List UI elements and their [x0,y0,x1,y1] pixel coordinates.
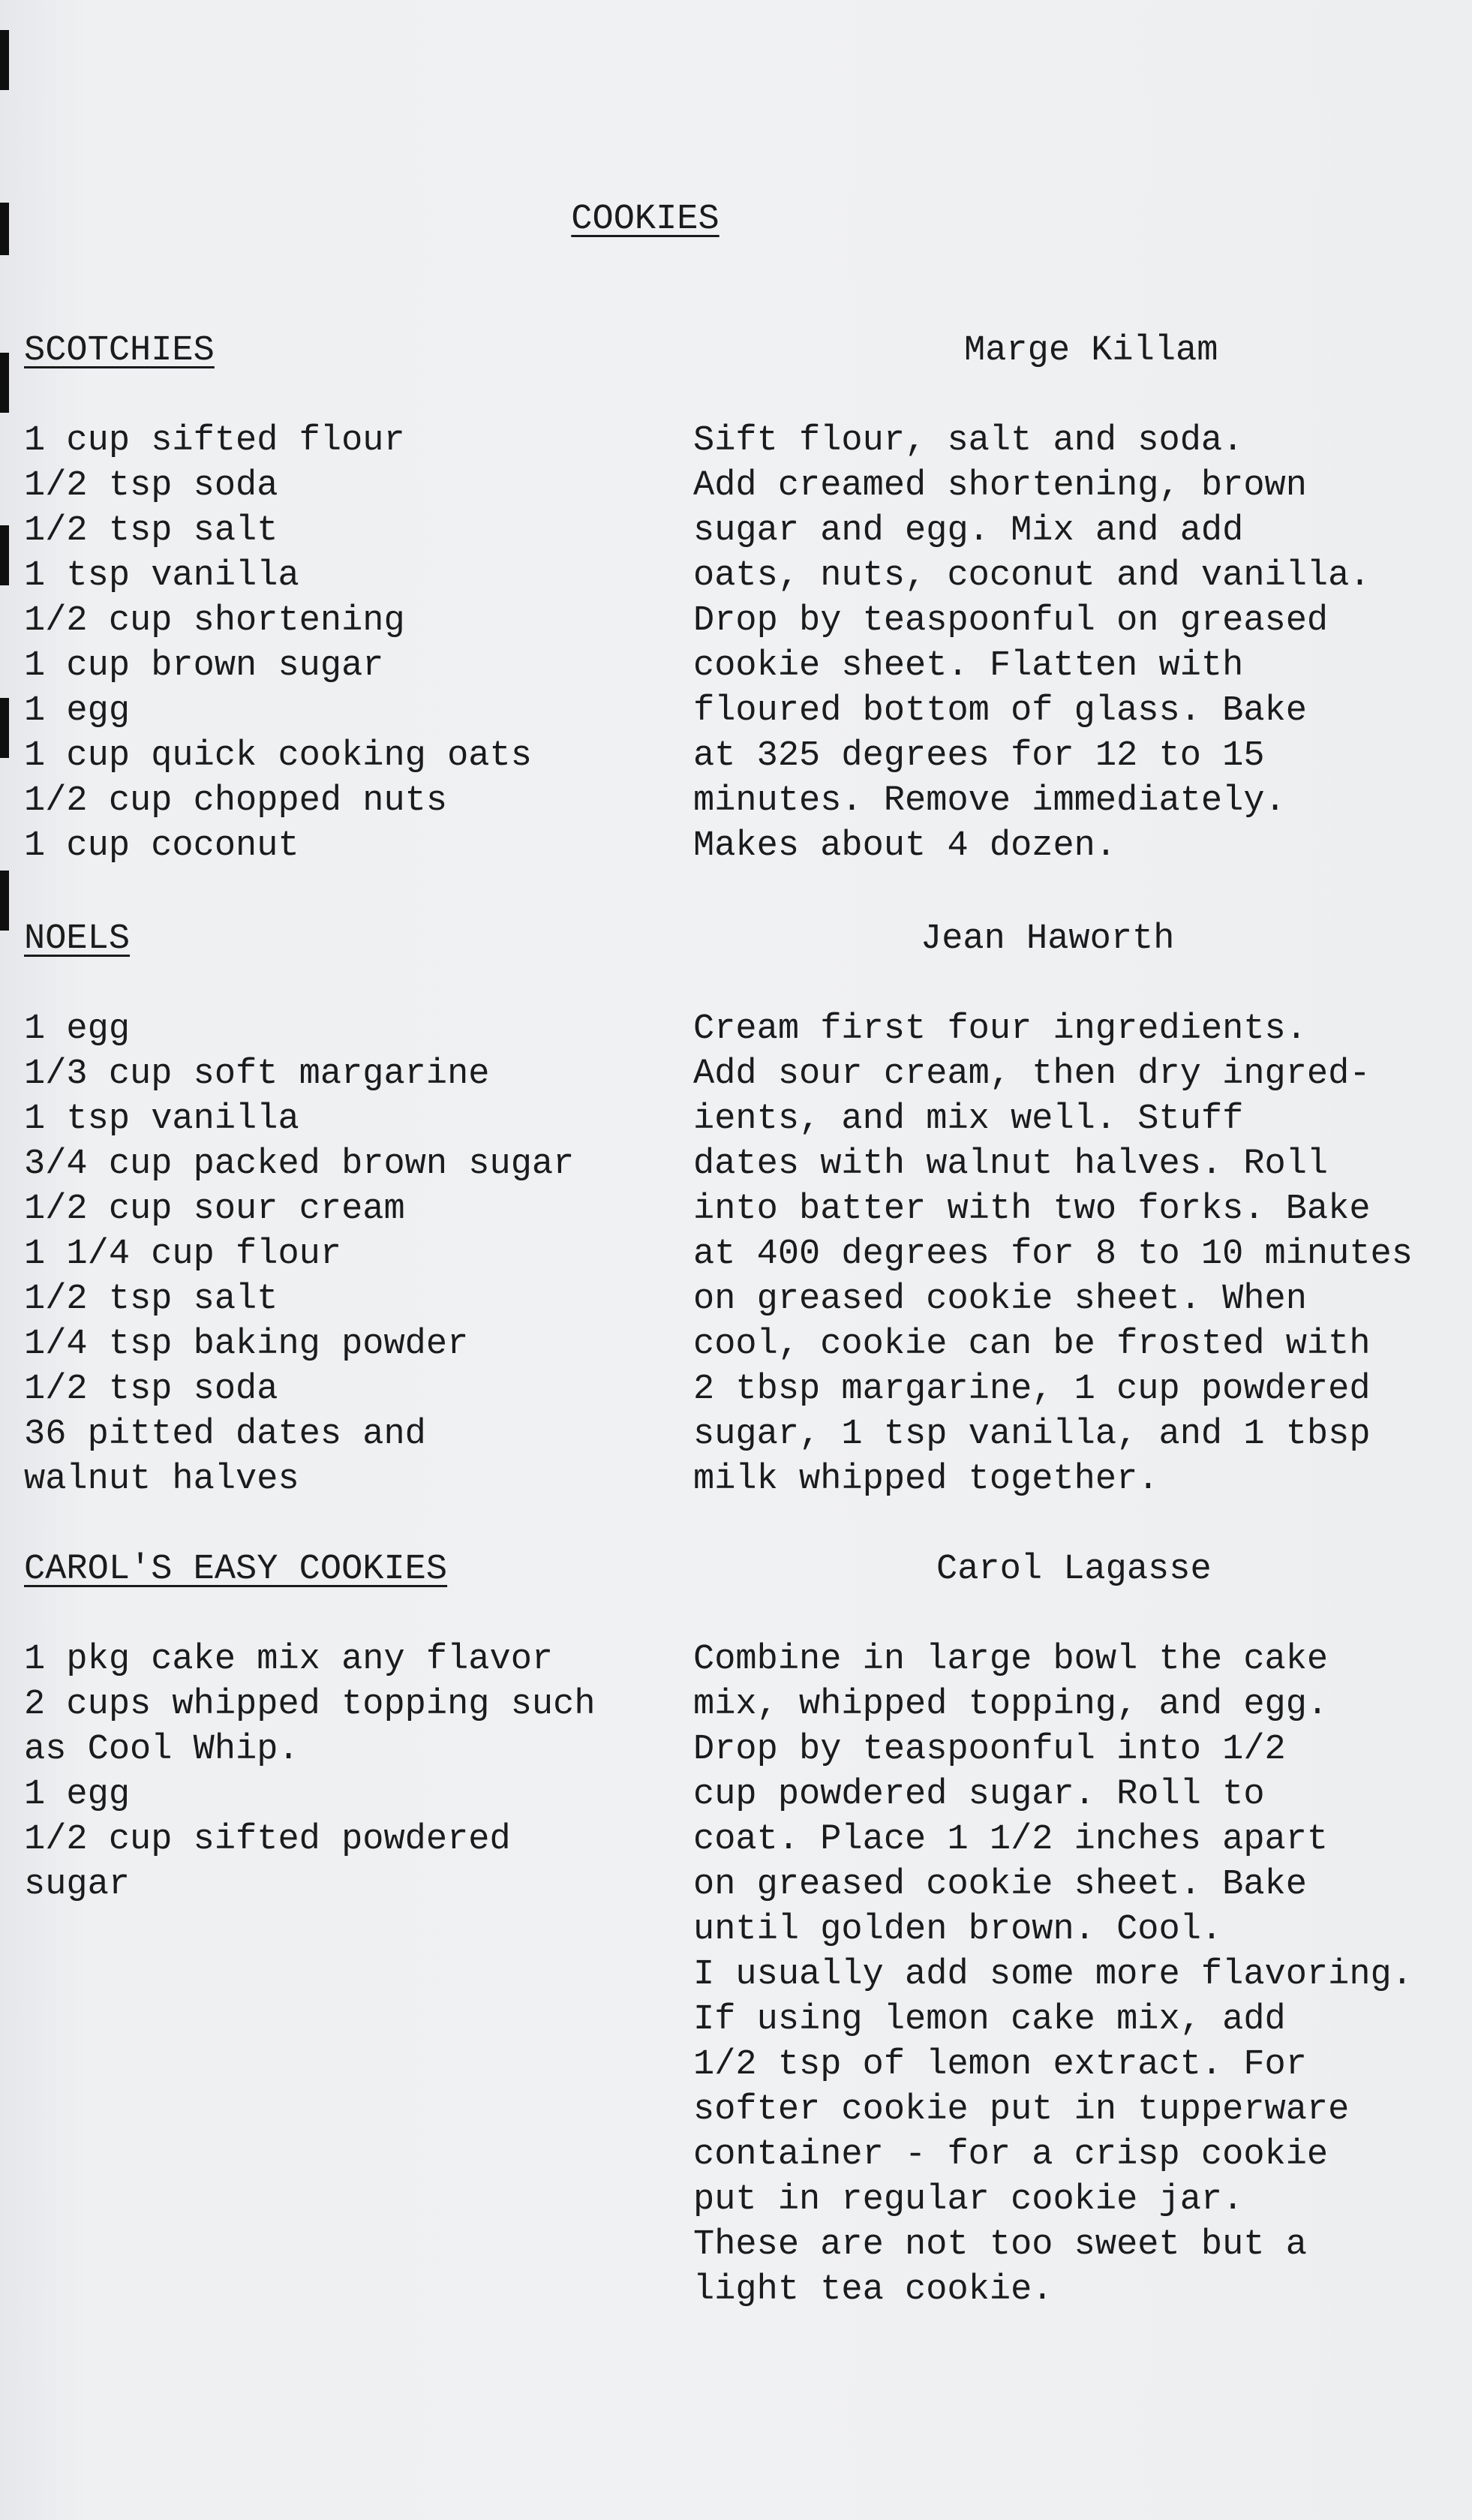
directions-line: softer cookie put in tupperware [693,2090,1350,2130]
directions-line: coat. Place 1 1/2 inches apart [693,1820,1329,1860]
directions-line: minutes. Remove immediately. [693,781,1286,821]
binding-mark [0,353,9,413]
directions-line: container - for a crisp cookie [693,2135,1329,2175]
directions-text [693,1637,1413,2313]
ingredient-item: 1 tsp vanilla [24,556,299,596]
binding-mark [0,525,9,585]
ingredient-item: 3/4 cup packed brown sugar [24,1144,575,1184]
directions-line: oats, nuts, coconut and vanilla. [693,556,1371,596]
directions-line: at 400 degrees for 8 to 10 minutes [693,1234,1413,1274]
directions-line: milk whipped together. [693,1460,1159,1499]
directions-line: ients, and mix well. Stuff [693,1099,1244,1139]
directions-line: sugar and egg. Mix and add [693,511,1244,551]
ingredient-item: 1/4 tsp baking powder [24,1325,469,1364]
directions-line: cool, cookie can be frosted with [693,1325,1371,1364]
recipe-title: NOELS [24,919,131,959]
ingredient-item: 1 cup sifted flour [24,421,405,461]
ingredient-item: 2 cups whipped topping such [24,1685,596,1725]
recipe-title: CAROL'S EASY COOKIES [24,1550,448,1589]
directions-line: mix, whipped topping, and egg. [693,1685,1329,1725]
ingredient-item: 1/2 cup chopped nuts [24,781,448,821]
ingredient-item: as Cool Whip. [24,1730,299,1770]
ingredient-item: 1 egg [24,691,131,731]
ingredient-item: 1/2 tsp salt [24,511,278,551]
directions-line: until golden brown. Cool. [693,1910,1223,1950]
directions-line: Add sour cream, then dry ingred- [693,1054,1371,1094]
directions-text [693,1007,1413,1502]
directions-line: If using lemon cake mix, add [693,2000,1286,2040]
ingredient-item: 36 pitted dates and [24,1415,426,1454]
directions-line: at 325 degrees for 12 to 15 [693,736,1265,776]
directions-line: light tea cookie. [693,2270,1053,2310]
ingredient-item: 1 pkg cake mix any flavor [24,1640,554,1679]
recipe-title: SCOTCHIES [24,331,215,371]
ingredient-item: sugar [24,1865,131,1905]
ingredient-item: 1/2 cup sour cream [24,1189,405,1229]
binding-mark [0,30,9,90]
directions-line: Drop by teaspoonful on greased [693,601,1329,641]
directions-line: on greased cookie sheet. Bake [693,1865,1307,1905]
ingredient-item: 1/2 tsp soda [24,466,278,506]
directions-line: I usually add some more flavoring. [693,1955,1413,1995]
directions-line: dates with walnut halves. Roll [693,1144,1329,1184]
ingredient-item: 1/2 tsp soda [24,1370,278,1409]
directions-line: floured bottom of glass. Bake [693,691,1307,731]
ingredient-item: 1 tsp vanilla [24,1099,299,1139]
directions-line: Combine in large bowl the cake [693,1640,1329,1679]
directions-line: Drop by teaspoonful into 1/2 [693,1730,1286,1770]
ingredient-item: 1 cup quick cooking oats [24,736,532,776]
directions-line: 1/2 tsp of lemon extract. For [693,2045,1307,2085]
ingredient-item: 1/2 tsp salt [24,1280,278,1319]
directions-line: into batter with two forks. Bake [693,1189,1371,1229]
ingredient-item: 1/2 cup sifted powdered [24,1820,511,1860]
directions-line: on greased cookie sheet. When [693,1280,1307,1319]
directions-line: cookie sheet. Flatten with [693,646,1244,686]
directions-line: Makes about 4 dozen. [693,826,1117,866]
directions-line: These are not too sweet but a [693,2225,1307,2265]
ingredient-item: 1/2 cup shortening [24,601,405,641]
directions-line: Add creamed shortening, brown [693,466,1307,506]
ingredient-item: 1 cup brown sugar [24,646,384,686]
recipe-author: Marge Killam [964,331,1218,371]
ingredient-item: 1/3 cup soft margarine [24,1054,490,1094]
ingredient-item: 1 egg [24,1009,131,1049]
ingredient-list [24,1637,596,1908]
directions-line: cup powdered sugar. Roll to [693,1775,1265,1815]
ingredient-item: 1 cup coconut [24,826,299,866]
ingredient-list [24,419,532,869]
ingredient-item: 1 egg [24,1775,131,1815]
directions-line: Cream first four ingredients. [693,1009,1307,1049]
directions-line: 2 tbsp margarine, 1 cup powdered [693,1370,1371,1409]
ingredient-item: 1 1/4 cup flour [24,1234,342,1274]
binding-mark [0,871,9,931]
binding-mark [0,698,9,758]
ingredient-list [24,1007,574,1502]
ingredient-item: walnut halves [24,1460,299,1499]
recipe-author: Jean Haworth [921,919,1175,959]
directions-text [693,419,1371,869]
directions-line: put in regular cookie jar. [693,2180,1244,2220]
recipe-author: Carol Lagasse [936,1550,1212,1589]
page-title: COOKIES [571,200,719,239]
directions-line: sugar, 1 tsp vanilla, and 1 tbsp [693,1415,1371,1454]
directions-line: Sift flour, salt and soda. [693,421,1244,461]
